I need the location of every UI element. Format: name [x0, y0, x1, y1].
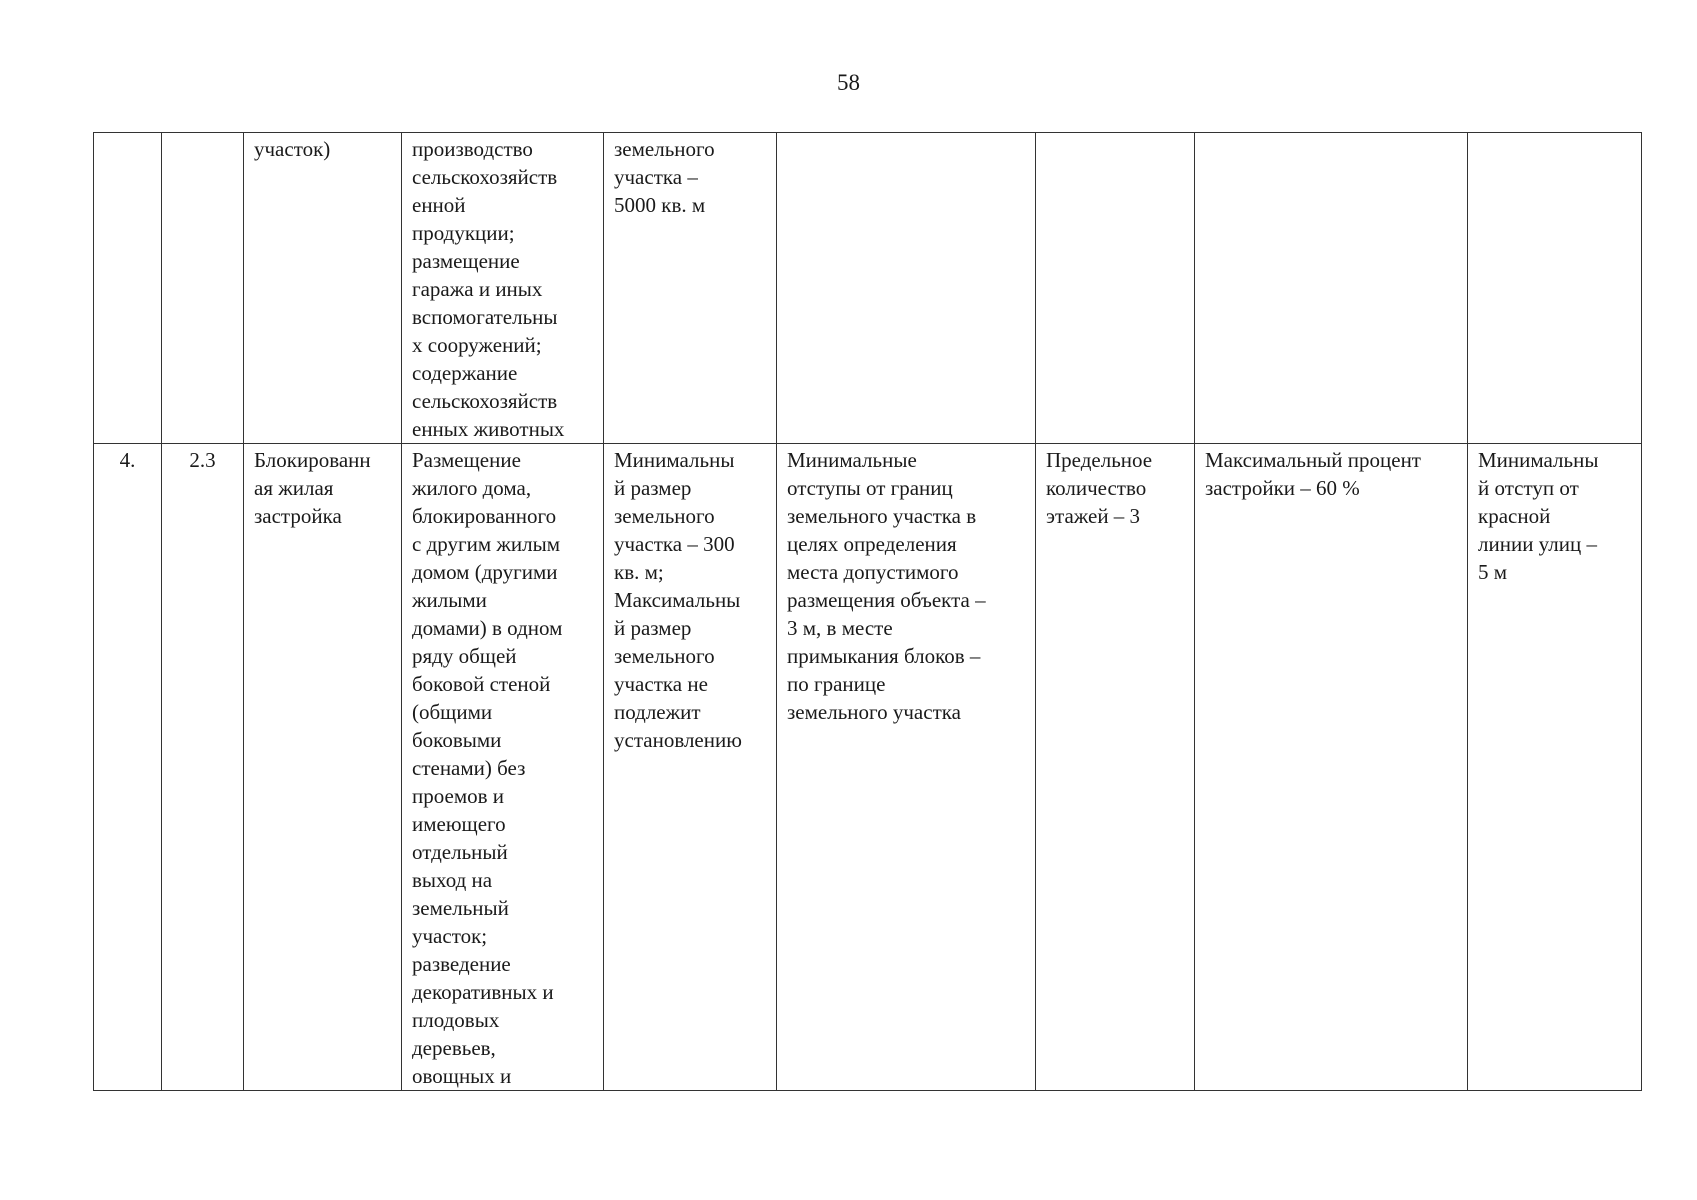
land-use-name-cell: Блокированн ая жилая застройка: [244, 444, 402, 1091]
table-row: [94, 133, 1642, 444]
floors-cell: Предельное количество этажей – 3: [1036, 444, 1195, 1091]
land-use-name-cell: участок): [244, 133, 402, 444]
zoning-regulations-table: [93, 132, 1642, 1091]
red-line-setback-cell: [1468, 133, 1642, 444]
plot-size-cell: Минимальны й размер земельного участка – 300 кв. м; Максимальны й размер земельного участка не подлежит установлению: [604, 444, 777, 1091]
floors-cell: [1036, 133, 1195, 444]
land-use-code-cell: 2.3: [162, 444, 244, 1091]
coverage-cell: Максимальный процент застройки – 60 %: [1195, 444, 1468, 1091]
row-number-cell: 4.: [94, 444, 162, 1091]
land-use-code-cell: [162, 133, 244, 444]
page-number: 58: [837, 70, 860, 95]
row-number-cell: [94, 133, 162, 444]
land-use-description-cell: Размещение жилого дома, блокированного с другим жилым домом (другими жилыми домами) в одном ряду общей боковой стеной (общими боковыми стенами) без проемов и имеющего отдельный выход на земельный участок; разведение декоративных и плодовых деревьев, овощных и: [402, 444, 604, 1091]
coverage-cell: [1195, 133, 1468, 444]
setbacks-cell: Минимальные отступы от границ земельного участка в целях определения места допустимого размещения объекта – 3 м, в месте примыкания блоков – по границе земельного участка: [777, 444, 1036, 1091]
red-line-setback-cell: Минимальны й отступ от красной линии улиц – 5 м: [1468, 444, 1642, 1091]
land-use-description-cell: производство сельскохозяйств енной продукции; размещение гаража и иных вспомогательны х сооружений; содержание сельскохозяйств енных животных: [402, 133, 604, 444]
setbacks-cell: [777, 133, 1036, 444]
table-row: [94, 444, 1642, 1091]
plot-size-cell: земельного участка – 5000 кв. м: [604, 133, 777, 444]
